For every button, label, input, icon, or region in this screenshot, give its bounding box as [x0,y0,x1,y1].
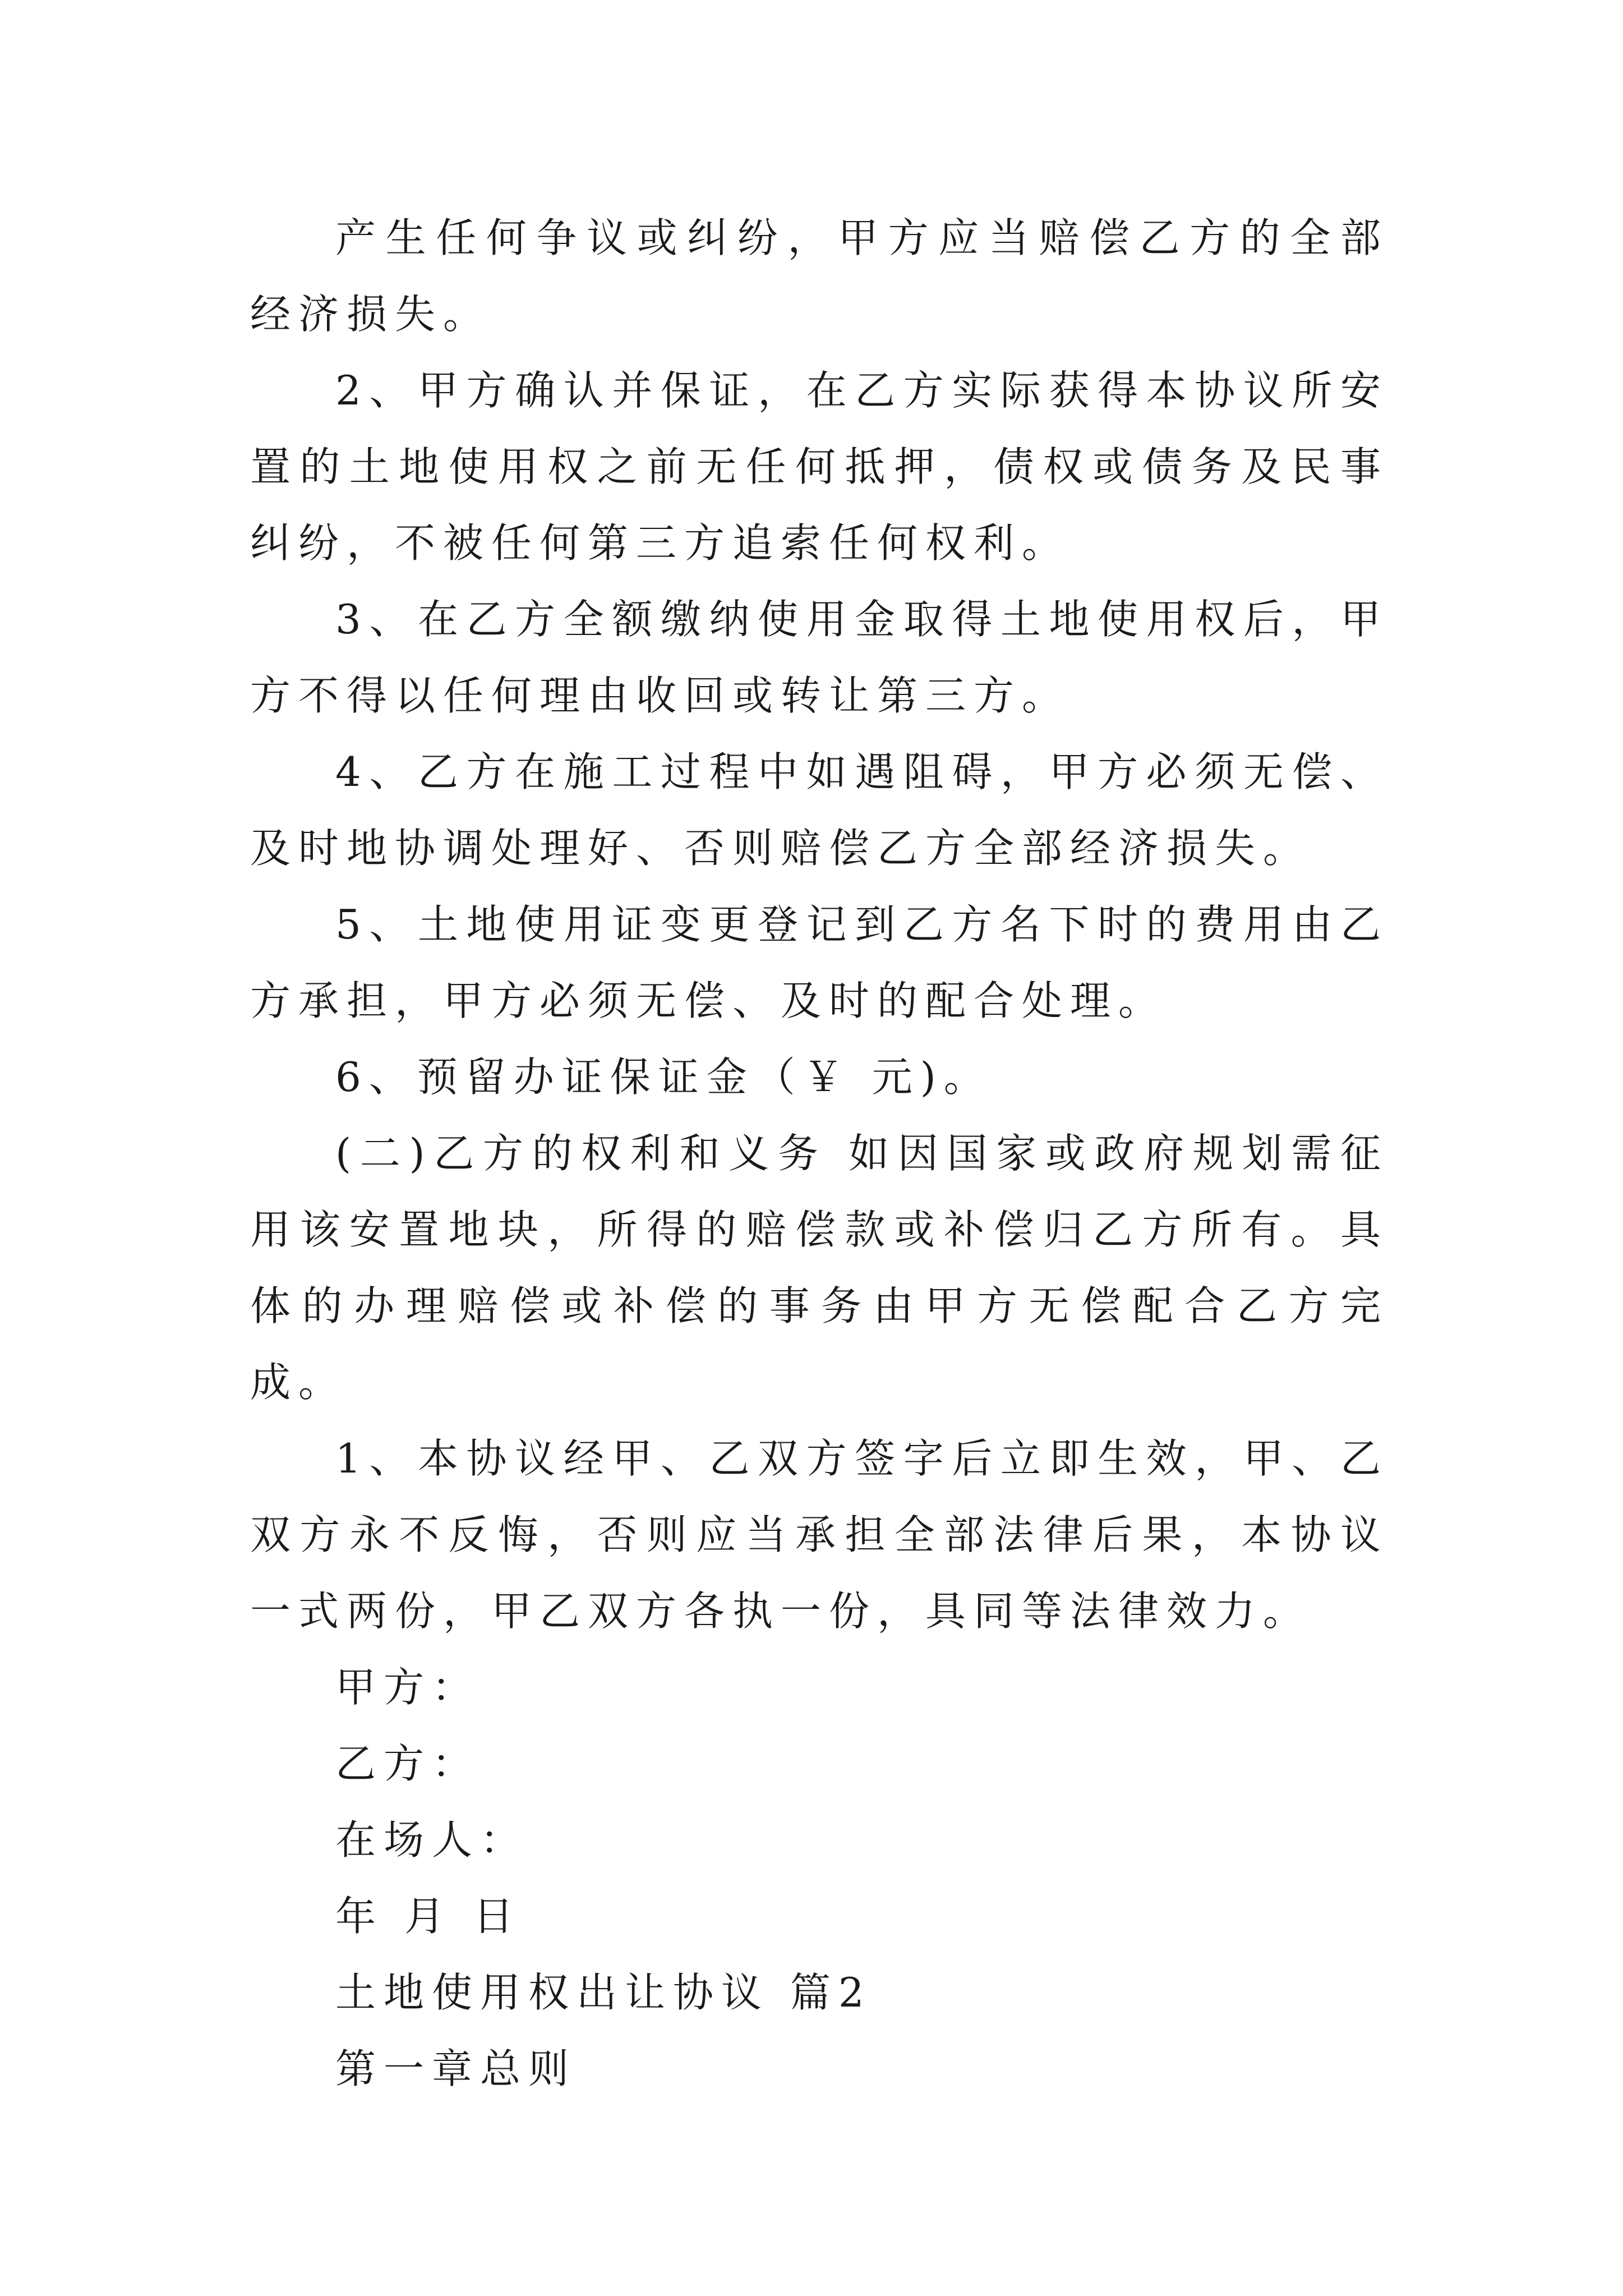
chapter-title: 第一章总则 [335,2045,577,2092]
paragraph-clause-3: 3、在乙方全额缴纳使用金取得土地使用权后，甲方不得以任何理由收回或转让第三方。 [250,596,1389,719]
paragraph-clause-5: 5、土地使用证变更登记到乙方名下时的费用由乙方承担，甲方必须无偿、及时的配合处理。 [250,901,1389,1024]
paragraph-loss-compensation: 产生任何争议或纠纷，甲方应当赔偿乙方的全部经济损失。 [250,214,1389,338]
paragraph-effectiveness: 1、本协议经甲、乙双方签字后立即生效，甲、乙双方永不反悔，否则应当承担全部法律后果，本协议一式两份，甲乙双方各执一份，具同等法律效力。 [250,1435,1389,1635]
next-agreement-title: 土地使用权出让协议 篇2 [335,1969,872,2016]
witness-signature-line: 在场人： [335,1816,529,1864]
party-b-signature-line: 乙方： [335,1740,481,1787]
paragraph-clause-4: 4、乙方在施工过程中如遇阻碍，甲方必须无偿、及时地协调处理好、否则赔偿乙方全部经济损失。 [250,748,1389,872]
document-body [250,200,1389,2107]
date-line: 年 月 日 [335,1893,522,1940]
paragraph-clause-2: 2、甲方确认并保证，在乙方实际获得本协议所安置的土地使用权之前无任何抵押，债权或债务及民事纠纷，不被任何第三方追索任何权利。 [250,367,1389,567]
paragraph-clause-6: 6、预留办证保证金（￥ 元)。 [335,1053,992,1101]
party-a-signature-line: 甲方： [335,1664,481,1711]
paragraph-party-b-rights: (二)乙方的权利和义务 如因国家或政府规划需征用该安置地块，所得的赔偿款或补偿归乙方所有。具体的办理赔偿或补偿的事务由甲方无偿配合乙方完成。 [250,1130,1389,1406]
